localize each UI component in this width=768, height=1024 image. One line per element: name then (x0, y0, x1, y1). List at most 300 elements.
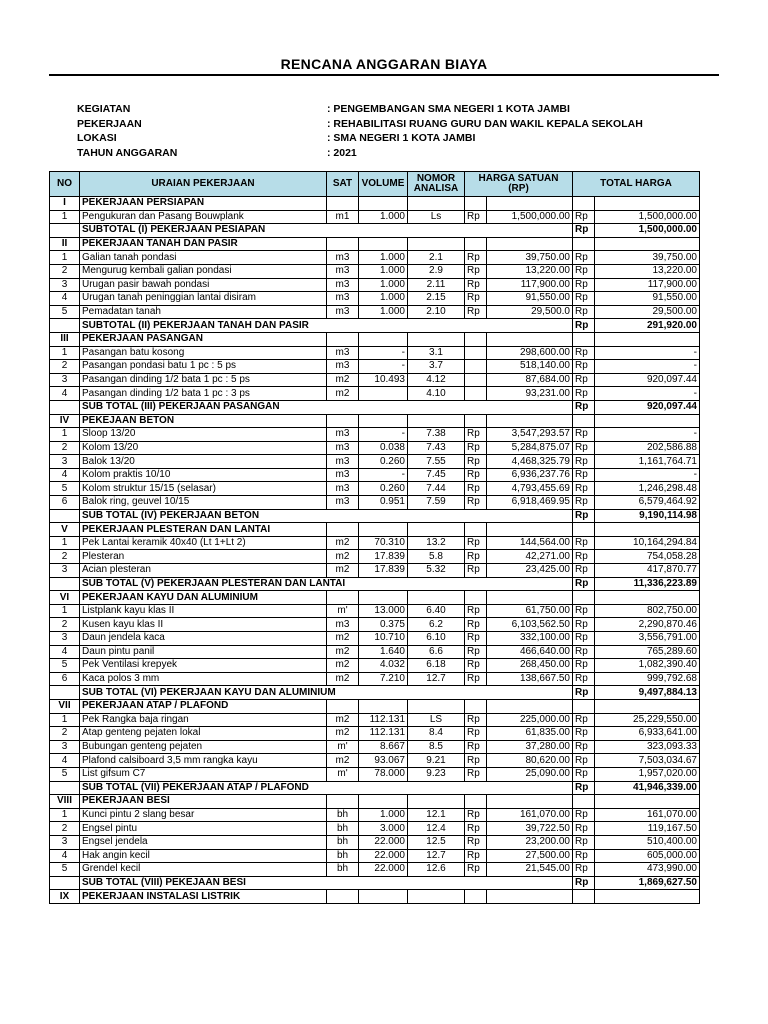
cell-harga-rp (465, 414, 487, 428)
cell-total (595, 197, 700, 211)
item-row (50, 754, 700, 768)
cell-sat (327, 795, 359, 809)
item-row (50, 292, 700, 306)
item-row (50, 767, 700, 781)
item-analisa: 7.44 (408, 482, 465, 496)
item-analisa: 9.21 (408, 754, 465, 768)
item-description: Kolom struktur 15/15 (selasar) (80, 482, 327, 496)
item-number: 6 (50, 672, 80, 686)
item-row (50, 210, 700, 224)
item-volume: 17.839 (359, 550, 408, 564)
subtotal-amount: 291,920.00 (595, 319, 700, 333)
item-harga-satuan: 5,284,875.07 (487, 441, 573, 455)
item-harga-satuan: 61,835.00 (487, 727, 573, 741)
project-info-row (77, 117, 737, 132)
project-info-row (77, 102, 737, 117)
item-number: 3 (50, 373, 80, 387)
item-number: 2 (50, 360, 80, 374)
item-analisa: 2.11 (408, 278, 465, 292)
item-number: 3 (50, 632, 80, 646)
item-description: Hak angin kecil (80, 849, 327, 863)
item-number: 2 (50, 727, 80, 741)
item-unit: m3 (327, 251, 359, 265)
item-analisa: 5.8 (408, 550, 465, 564)
section-title: PEKERJAAN TANAH DAN PASIR (80, 237, 327, 251)
item-total-currency: Rp (573, 278, 595, 292)
item-harga-currency: Rp (465, 455, 487, 469)
cell-sat (327, 414, 359, 428)
item-total-currency: Rp (573, 428, 595, 442)
item-volume: 1.000 (359, 292, 408, 306)
item-harga-currency: Rp (465, 264, 487, 278)
item-unit: bh (327, 808, 359, 822)
item-description: Engsel pintu (80, 822, 327, 836)
item-row (50, 346, 700, 360)
item-volume: 1.000 (359, 305, 408, 319)
item-harga-currency (465, 373, 487, 387)
cell-harga (487, 414, 573, 428)
item-harga-currency: Rp (465, 210, 487, 224)
lokasi-label: LOKASI (77, 132, 117, 144)
item-harga-satuan: 25,090.00 (487, 767, 573, 781)
subtotal-row (50, 686, 700, 700)
subtotal-row (50, 577, 700, 591)
item-description: Pasangan batu kosong (80, 346, 327, 360)
item-harga-satuan: 138,667.50 (487, 672, 573, 686)
item-description: Pek Lantai keramik 40x40 (Lt 1+Lt 2) (80, 536, 327, 550)
item-number: 2 (50, 550, 80, 564)
title-underline (49, 74, 719, 76)
item-number: 2 (50, 264, 80, 278)
item-row (50, 835, 700, 849)
item-volume: 78.000 (359, 767, 408, 781)
section-row (50, 795, 700, 809)
item-total-harga: 1,161,764.71 (595, 455, 700, 469)
subtotal-amount: 9,497,884.13 (595, 686, 700, 700)
section-number: VI (50, 591, 80, 605)
cell-analisa (408, 523, 465, 537)
item-harga-satuan: 6,936,237.76 (487, 468, 573, 482)
item-harga-satuan: 93,231.00 (487, 387, 573, 401)
subtotal-currency: Rp (573, 686, 595, 700)
subtotal-label: SUB TOTAL (III) PEKERJAAN PASANGAN (80, 400, 573, 414)
item-harga-currency: Rp (465, 604, 487, 618)
item-unit: m2 (327, 754, 359, 768)
item-row (50, 251, 700, 265)
cell-sat (327, 523, 359, 537)
item-unit: bh (327, 822, 359, 836)
subtotal-row (50, 876, 700, 890)
item-harga-currency: Rp (465, 767, 487, 781)
section-row (50, 197, 700, 211)
item-total-harga: 1,246,298.48 (595, 482, 700, 496)
header-total-harga: TOTAL HARGA (573, 172, 700, 197)
item-volume: 112.131 (359, 727, 408, 741)
item-number: 4 (50, 754, 80, 768)
subtotal-amount: 41,946,339.00 (595, 781, 700, 795)
item-row (50, 482, 700, 496)
item-harga-satuan: 3,547,293.57 (487, 428, 573, 442)
item-harga-satuan: 37,280.00 (487, 740, 573, 754)
item-unit: m3 (327, 264, 359, 278)
item-unit: m3 (327, 482, 359, 496)
item-volume: - (359, 346, 408, 360)
section-number: IV (50, 414, 80, 428)
cell-harga-rp (465, 197, 487, 211)
tahun-anggaran-label: TAHUN ANGGARAN (77, 146, 178, 159)
cell-total (595, 237, 700, 251)
item-harga-satuan: 1,500,000.00 (487, 210, 573, 224)
cell-sat (327, 237, 359, 251)
item-total-currency: Rp (573, 550, 595, 564)
item-row (50, 727, 700, 741)
subtotal-currency: Rp (573, 577, 595, 591)
pekerjaan-value: : REHABILITASI RUANG GURU DAN WAKIL KEPALA SEKOLAH (327, 117, 643, 130)
subtotal-label: SUBTOTAL (I) PEKERJAAN PESIAPAN (80, 224, 573, 238)
item-analisa: 6.18 (408, 659, 465, 673)
item-total-harga: 2,290,870.46 (595, 618, 700, 632)
item-row (50, 740, 700, 754)
item-analisa: 4.10 (408, 387, 465, 401)
item-number: 3 (50, 455, 80, 469)
item-description: Urugan pasir bawah pondasi (80, 278, 327, 292)
subtotal-row (50, 509, 700, 523)
item-row (50, 604, 700, 618)
item-number: 5 (50, 482, 80, 496)
cell-harga-rp (465, 237, 487, 251)
item-harga-currency: Rp (465, 727, 487, 741)
item-description: Kolom praktis 10/10 (80, 468, 327, 482)
item-analisa: 2.9 (408, 264, 465, 278)
item-analisa: 6.10 (408, 632, 465, 646)
item-number: 4 (50, 849, 80, 863)
item-harga-satuan: 42,271.00 (487, 550, 573, 564)
cell-analisa (408, 795, 465, 809)
header-no: NO (50, 172, 80, 197)
item-number: 5 (50, 863, 80, 877)
cell-total (595, 523, 700, 537)
item-harga-satuan: 23,425.00 (487, 564, 573, 578)
item-total-currency: Rp (573, 740, 595, 754)
item-harga-currency: Rp (465, 754, 487, 768)
item-number: 1 (50, 346, 80, 360)
subtotal-label: SUB TOTAL (VII) PEKERJAAN ATAP / PLAFOND (80, 781, 573, 795)
item-volume (359, 387, 408, 401)
item-volume: 1.640 (359, 645, 408, 659)
item-total-harga: 202,586.88 (595, 441, 700, 455)
item-harga-currency: Rp (465, 632, 487, 646)
item-volume: 1.000 (359, 808, 408, 822)
subtotal-row (50, 400, 700, 414)
item-total-currency: Rp (573, 210, 595, 224)
item-harga-currency (465, 360, 487, 374)
item-harga-satuan: 466,640.00 (487, 645, 573, 659)
item-description: Atap genteng pejaten lokal (80, 727, 327, 741)
cell-total-rp (573, 795, 595, 809)
item-volume: 0.260 (359, 455, 408, 469)
item-total-harga: - (595, 428, 700, 442)
cell-harga-rp (465, 332, 487, 346)
cell-no (50, 876, 80, 890)
item-unit: m3 (327, 455, 359, 469)
header-analisa-line2: ANALISA (413, 183, 459, 194)
item-unit: m2 (327, 387, 359, 401)
item-total-currency: Rp (573, 264, 595, 278)
cell-total-rp (573, 699, 595, 713)
cell-sat (327, 332, 359, 346)
item-harga-currency: Rp (465, 808, 487, 822)
item-total-currency: Rp (573, 251, 595, 265)
section-number: III (50, 332, 80, 346)
subtotal-label: SUB TOTAL (IV) PEKERJAAN BETON (80, 509, 573, 523)
item-description: Kaca polos 3 mm (80, 672, 327, 686)
item-unit: m2 (327, 659, 359, 673)
item-total-harga: 1,082,390.40 (595, 659, 700, 673)
item-total-currency: Rp (573, 822, 595, 836)
item-volume: 1.000 (359, 264, 408, 278)
item-description: Galian tanah pondasi (80, 251, 327, 265)
item-analisa: 12.5 (408, 835, 465, 849)
item-number: 1 (50, 604, 80, 618)
item-harga-satuan: 6,103,562.50 (487, 618, 573, 632)
item-total-harga: 39,750.00 (595, 251, 700, 265)
item-description: Pasangan dinding 1/2 bata 1 pc : 5 ps (80, 373, 327, 387)
item-volume: 0.260 (359, 482, 408, 496)
item-volume: - (359, 468, 408, 482)
item-analisa: 2.1 (408, 251, 465, 265)
item-volume: 1.000 (359, 251, 408, 265)
item-number: 4 (50, 645, 80, 659)
item-harga-satuan: 29,500.0 (487, 305, 573, 319)
item-harga-currency: Rp (465, 292, 487, 306)
item-number: 2 (50, 822, 80, 836)
item-unit: m2 (327, 645, 359, 659)
cell-harga (487, 890, 573, 904)
item-unit: m2 (327, 550, 359, 564)
item-volume: 22.000 (359, 835, 408, 849)
item-number: 1 (50, 210, 80, 224)
item-total-harga: 754,058.28 (595, 550, 700, 564)
item-harga-currency (465, 346, 487, 360)
item-total-currency: Rp (573, 292, 595, 306)
item-row (50, 808, 700, 822)
cell-total-rp (573, 890, 595, 904)
item-total-harga: 117,900.00 (595, 278, 700, 292)
cell-analisa (408, 890, 465, 904)
item-unit: m3 (327, 305, 359, 319)
item-number: 1 (50, 428, 80, 442)
item-row (50, 441, 700, 455)
section-title: PEKERJAAN ATAP / PLAFOND (80, 699, 327, 713)
item-total-harga: 510,400.00 (595, 835, 700, 849)
section-title: PEKERJAAN PERSIAPAN (80, 197, 327, 211)
section-row (50, 414, 700, 428)
item-harga-currency: Rp (465, 645, 487, 659)
item-number: 2 (50, 618, 80, 632)
item-row (50, 618, 700, 632)
cell-harga (487, 237, 573, 251)
item-number: 3 (50, 740, 80, 754)
item-total-harga: - (595, 468, 700, 482)
item-analisa: 12.7 (408, 672, 465, 686)
item-harga-satuan: 161,070.00 (487, 808, 573, 822)
item-description: Engsel jendela (80, 835, 327, 849)
project-info-row (77, 131, 737, 146)
item-total-currency: Rp (573, 496, 595, 510)
cell-harga (487, 332, 573, 346)
item-analisa: 4.12 (408, 373, 465, 387)
cell-analisa (408, 699, 465, 713)
item-total-harga: 999,792.68 (595, 672, 700, 686)
item-analisa: 6.2 (408, 618, 465, 632)
item-number: 6 (50, 496, 80, 510)
item-harga-currency: Rp (465, 278, 487, 292)
item-row (50, 305, 700, 319)
item-row (50, 264, 700, 278)
item-harga-satuan: 23,200.00 (487, 835, 573, 849)
item-row (50, 496, 700, 510)
item-number: 4 (50, 468, 80, 482)
item-unit: m3 (327, 441, 359, 455)
item-total-harga: 29,500.00 (595, 305, 700, 319)
item-analisa: 2.15 (408, 292, 465, 306)
item-volume: 10.493 (359, 373, 408, 387)
item-total-harga: 161,070.00 (595, 808, 700, 822)
item-harga-currency: Rp (465, 849, 487, 863)
item-total-harga: 765,289.60 (595, 645, 700, 659)
cell-volume (359, 591, 408, 605)
item-unit: m3 (327, 428, 359, 442)
item-harga-currency: Rp (465, 550, 487, 564)
item-total-harga: 6,933,641.00 (595, 727, 700, 741)
item-description: Listplank kayu klas II (80, 604, 327, 618)
item-row (50, 536, 700, 550)
item-harga-satuan: 39,722.50 (487, 822, 573, 836)
item-total-harga: 473,990.00 (595, 863, 700, 877)
cell-harga (487, 197, 573, 211)
cell-no (50, 577, 80, 591)
item-total-currency: Rp (573, 808, 595, 822)
item-total-currency: Rp (573, 387, 595, 401)
cell-total (595, 795, 700, 809)
item-volume: - (359, 428, 408, 442)
item-description: Pemadatan tanah (80, 305, 327, 319)
item-unit: m2 (327, 727, 359, 741)
item-row (50, 849, 700, 863)
cell-analisa (408, 332, 465, 346)
header-harga-satuan (465, 172, 573, 197)
item-number: 5 (50, 767, 80, 781)
item-row (50, 632, 700, 646)
item-harga-currency: Rp (465, 496, 487, 510)
item-volume: 13.000 (359, 604, 408, 618)
cell-no (50, 224, 80, 238)
section-row (50, 591, 700, 605)
section-row (50, 890, 700, 904)
item-unit: m2 (327, 373, 359, 387)
item-total-harga: - (595, 346, 700, 360)
subtotal-currency: Rp (573, 224, 595, 238)
cell-total (595, 332, 700, 346)
item-row (50, 863, 700, 877)
cell-total-rp (573, 523, 595, 537)
header-sat: SAT (327, 172, 359, 197)
item-total-harga: 417,870.77 (595, 564, 700, 578)
item-total-currency: Rp (573, 536, 595, 550)
budget-table (49, 171, 700, 904)
section-title: PEKERJAAN INSTALASI LISTRIK (80, 890, 327, 904)
item-analisa: 12.7 (408, 849, 465, 863)
cell-volume (359, 890, 408, 904)
subtotal-currency: Rp (573, 876, 595, 890)
item-row (50, 455, 700, 469)
item-total-currency: Rp (573, 659, 595, 673)
item-harga-satuan: 518,140.00 (487, 360, 573, 374)
item-total-currency: Rp (573, 754, 595, 768)
item-harga-currency: Rp (465, 863, 487, 877)
kegiatan-value: : PENGEMBANGAN SMA NEGERI 1 KOTA JAMBI (327, 103, 570, 115)
table-header-row (50, 172, 700, 197)
item-analisa: 13.2 (408, 536, 465, 550)
item-volume: 93.067 (359, 754, 408, 768)
item-volume: 10.710 (359, 632, 408, 646)
section-number: II (50, 237, 80, 251)
item-unit: m2 (327, 564, 359, 578)
item-harga-satuan: 27,500.00 (487, 849, 573, 863)
item-harga-satuan: 21,545.00 (487, 863, 573, 877)
item-total-currency: Rp (573, 346, 595, 360)
subtotal-currency: Rp (573, 400, 595, 414)
item-analisa: 12.4 (408, 822, 465, 836)
item-harga-currency: Rp (465, 659, 487, 673)
cell-no (50, 319, 80, 333)
item-total-harga: 3,556,791.00 (595, 632, 700, 646)
item-total-harga: 91,550.00 (595, 292, 700, 306)
item-description: Acian plesteran (80, 564, 327, 578)
subtotal-amount: 11,336,223.89 (595, 577, 700, 591)
item-number: 3 (50, 564, 80, 578)
item-harga-satuan: 4,468,325.79 (487, 455, 573, 469)
item-analisa: 2.10 (408, 305, 465, 319)
item-row (50, 278, 700, 292)
cell-volume (359, 414, 408, 428)
subtotal-row (50, 319, 700, 333)
header-volume: VOLUME (359, 172, 408, 197)
header-harga-line2: (RP) (508, 183, 529, 194)
subtotal-amount: 9,190,114.98 (595, 509, 700, 523)
item-unit: m2 (327, 713, 359, 727)
item-harga-currency: Rp (465, 564, 487, 578)
item-unit: m' (327, 604, 359, 618)
cell-harga (487, 523, 573, 537)
item-row (50, 373, 700, 387)
item-total-harga: 7,503,034.67 (595, 754, 700, 768)
item-volume: 1.000 (359, 278, 408, 292)
item-unit: m3 (327, 618, 359, 632)
item-row (50, 468, 700, 482)
item-harga-satuan: 4,793,455.69 (487, 482, 573, 496)
item-volume: 7.210 (359, 672, 408, 686)
item-description: Plesteran (80, 550, 327, 564)
item-number: 1 (50, 536, 80, 550)
item-harga-currency: Rp (465, 835, 487, 849)
item-number: 2 (50, 441, 80, 455)
item-description: Bubungan genteng pejaten (80, 740, 327, 754)
section-row (50, 237, 700, 251)
item-analisa: 7.55 (408, 455, 465, 469)
cell-sat (327, 591, 359, 605)
item-analisa: 7.59 (408, 496, 465, 510)
